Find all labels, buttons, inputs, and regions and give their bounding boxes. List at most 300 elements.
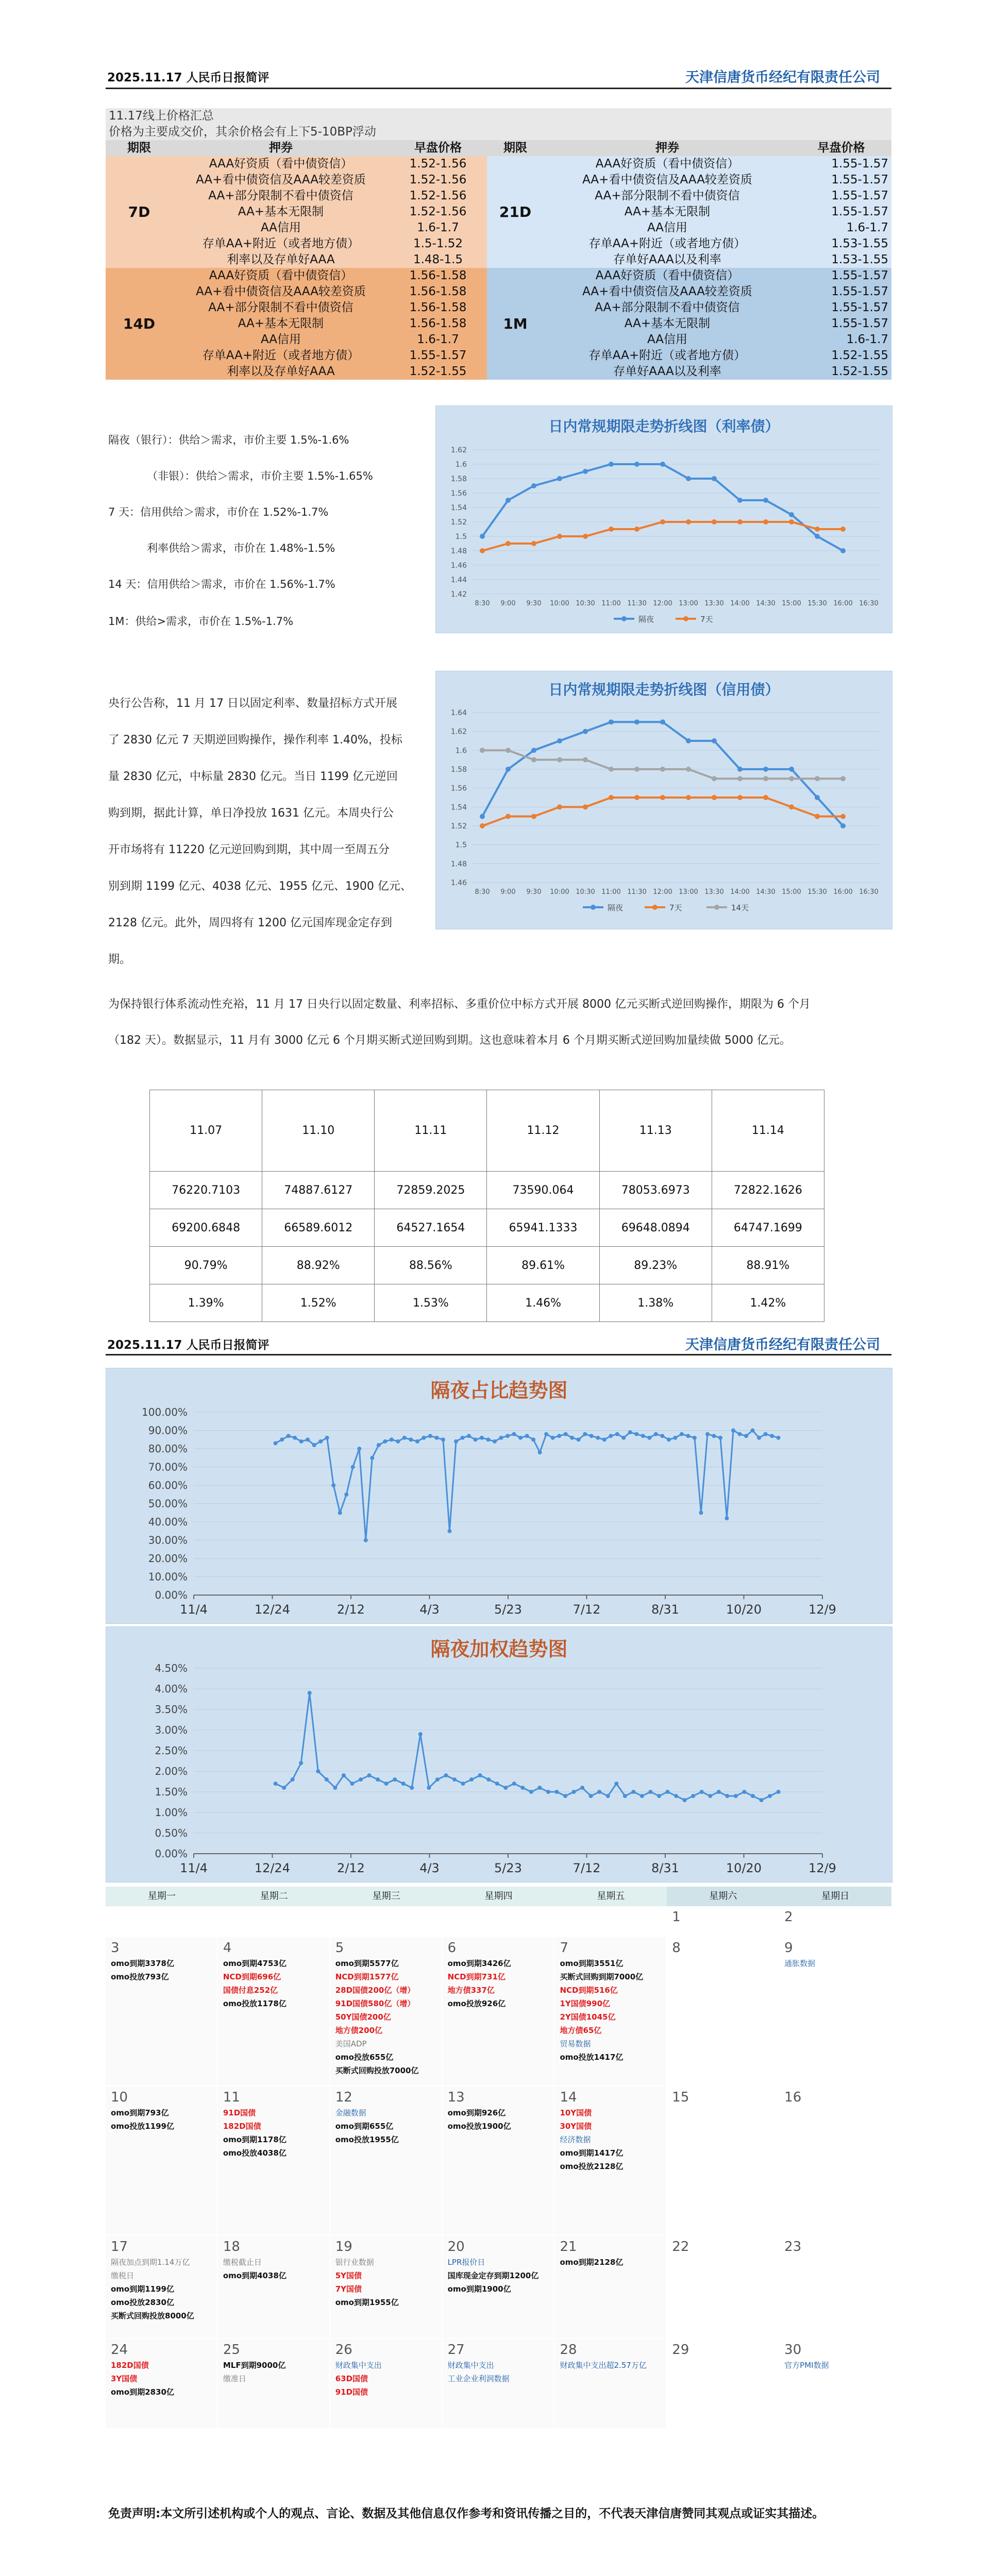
calendar-event: omo到期1900亿 [447, 2284, 511, 2294]
data-point [609, 795, 614, 800]
day-number: 18 [223, 2239, 240, 2255]
price: 1.53-1.55 [791, 252, 891, 268]
data-point [744, 1434, 748, 1438]
data-point [551, 1436, 555, 1440]
legend-marker [621, 616, 627, 621]
y-tick-label: 1.52 [450, 518, 467, 527]
data-point [660, 519, 665, 524]
calendar-event: 隔夜加点到期1.14万亿 [111, 2258, 190, 2267]
collateral: AAA好资质（看中债资信） [173, 156, 389, 172]
weekday-label: 星期日 [779, 1887, 891, 1906]
data-point [589, 1434, 594, 1438]
table-cell: 64747.1699 [712, 1209, 824, 1247]
calendar-day [330, 2339, 443, 2429]
calendar-event: omo到期5577亿 [335, 1959, 399, 1968]
table-cell: 1.39% [150, 1284, 262, 1322]
calendar-event: 经济数据 [560, 2135, 591, 2144]
collateral: 利率以及存单好AAA [173, 252, 389, 268]
y-tick-label: 4.00% [155, 1683, 188, 1695]
calendar-event: omo到期793亿 [111, 2108, 169, 2117]
x-tick-label: 7/12 [572, 1861, 601, 1875]
calendar-event: 财政集中支出 [335, 2361, 382, 2370]
data-point [563, 1794, 567, 1798]
y-tick-label: 1.00% [155, 1806, 188, 1819]
weekday-label: 星期二 [218, 1887, 330, 1906]
legend-label: 隔夜 [608, 903, 624, 912]
legend-marker [652, 905, 658, 910]
data-point [815, 776, 820, 781]
data-point [572, 1790, 576, 1794]
data-point [725, 1794, 729, 1798]
calendar-event: 地方债337亿 [447, 1986, 495, 1995]
x-tick-label: 8/31 [651, 1602, 679, 1617]
series-line [482, 798, 843, 826]
day-number: 9 [784, 1940, 793, 1956]
col-period: 期限 [106, 140, 173, 156]
data-point [480, 548, 485, 553]
data-point [737, 498, 743, 503]
price: 1.6-1.7 [791, 332, 891, 348]
data-point [486, 1437, 491, 1442]
data-point [815, 795, 820, 800]
data-point [583, 469, 588, 474]
day-number: 22 [672, 2239, 689, 2255]
data-point [409, 1437, 413, 1442]
table-cell: 72859.2025 [375, 1172, 487, 1209]
calendar-day [779, 1937, 891, 2087]
calendar-day [218, 2087, 330, 2236]
table-cell: 69200.6848 [150, 1209, 262, 1247]
table-cell: 88.91% [712, 1247, 824, 1284]
calendar-event: 91D国债580亿（增） [335, 1999, 415, 2008]
series-line [482, 750, 843, 778]
calendar-event: 贸易数据 [560, 2039, 591, 2048]
day-number: 19 [335, 2239, 352, 2255]
table-row [150, 1172, 824, 1209]
table-cell: 64527.1654 [375, 1209, 487, 1247]
data-point [512, 1432, 516, 1436]
y-tick-label: 1.58 [450, 766, 467, 774]
data-point [691, 1794, 695, 1798]
x-tick-label: 4/3 [419, 1602, 440, 1617]
market-line: 1M：供给>需求，市价在 1.5%-1.7% [108, 615, 294, 628]
calendar-event: 缴税截止日 [223, 2258, 262, 2267]
calendar-event: 财政集中支出 [447, 2361, 494, 2370]
data-point [634, 527, 639, 532]
calendar-week [106, 2339, 891, 2429]
price-row [106, 268, 891, 284]
data-point [789, 512, 794, 517]
table-cell: 66589.6012 [262, 1209, 375, 1247]
data-point [525, 1434, 529, 1438]
period-label: 21D [487, 156, 544, 268]
x-tick-label: 15:00 [782, 600, 801, 607]
collateral: AA+基本无限制 [544, 316, 791, 332]
x-tick-label: 11:30 [627, 600, 647, 607]
data-point [401, 1782, 406, 1786]
calendar-day [667, 2087, 779, 2236]
x-tick-label: 5/23 [494, 1602, 522, 1617]
y-tick-label: 1.56 [450, 489, 467, 498]
data-point [537, 1786, 542, 1790]
y-tick-label: 2.00% [155, 1765, 188, 1777]
data-point [583, 534, 588, 539]
calendar-event: omo到期2128亿 [560, 2258, 624, 2267]
data-point [596, 1436, 600, 1440]
calendar-day [667, 2236, 779, 2339]
calendar-day [667, 1906, 779, 1937]
calendar-event: 买断式回购到期7000亿 [560, 1972, 644, 1981]
market-line: 隔夜（银行）：供给＞需求，市价主要 1.5%-1.6% [108, 434, 349, 446]
commentary-block [108, 685, 433, 978]
data-point [427, 1786, 431, 1790]
data-point [461, 1782, 465, 1786]
price: 1.55-1.57 [791, 156, 891, 172]
price: 1.55-1.57 [791, 268, 891, 284]
data-point [789, 776, 794, 781]
data-point [757, 1436, 761, 1440]
x-tick-label: 5/23 [494, 1861, 522, 1875]
price-table-note: 价格为主要成交价，其余价格会有上下5-10BP浮动 [106, 124, 891, 140]
price: 1.52-1.56 [389, 156, 487, 172]
y-tick-label: 1.58 [450, 475, 467, 483]
data-point [609, 527, 614, 532]
commentary-line: 别到期 1199 亿元、4038 亿元、1955 亿元、1900 亿元、 [108, 880, 412, 893]
period-label: 14D [106, 268, 173, 380]
calendar-event: 国库现金定存到期1200亿 [447, 2271, 539, 2280]
collateral: AA+看中债资信及AAA较差资质 [173, 172, 389, 188]
price: 1.56-1.58 [389, 268, 487, 284]
calendar-event: omo到期4753亿 [223, 1959, 287, 1968]
col-price: 早盘价格 [791, 140, 891, 156]
market-line: （非银）：供给＞需求，市价主要 1.5%-1.65% [147, 470, 373, 482]
chart-canvas [106, 1627, 892, 1882]
price: 1.55-1.57 [791, 188, 891, 204]
data-point [377, 1443, 381, 1447]
data-point [325, 1777, 329, 1782]
data-point [712, 519, 717, 524]
price: 1.55-1.57 [791, 316, 891, 332]
data-point [708, 1794, 712, 1798]
calendar-event: omo投放1178亿 [223, 1999, 287, 2008]
collateral: AA+看中债资信及AAA较差资质 [544, 172, 791, 188]
data-point [342, 1773, 346, 1777]
report-date-title: 2025.11.17 人民币日报简评 [107, 1338, 269, 1352]
data-point [634, 795, 639, 800]
date-header: 11.12 [487, 1090, 599, 1172]
x-tick-label: 16:00 [833, 888, 853, 896]
price-summary-table [106, 108, 891, 380]
data-point [506, 814, 511, 819]
day-number: 14 [560, 2090, 577, 2105]
calendar-event: omo到期926亿 [447, 2108, 506, 2117]
data-point [609, 719, 614, 724]
data-point [634, 1432, 638, 1436]
collateral: AA+部分限制不看中债资信 [173, 188, 389, 204]
day-number: 6 [447, 1940, 457, 1956]
y-tick-label: 1.48 [450, 860, 467, 869]
price: 1.6-1.7 [389, 332, 487, 348]
intraday-rate-bond-chart [435, 405, 892, 633]
series-line [482, 722, 843, 826]
y-tick-label: 1.50% [155, 1786, 188, 1798]
data-point [764, 1432, 768, 1436]
data-point [538, 1450, 542, 1454]
calendar-day [106, 1906, 218, 1937]
data-point [763, 776, 768, 781]
data-point [287, 1434, 291, 1438]
data-point [473, 1437, 477, 1442]
calendar-event: 5Y国债 [335, 2271, 362, 2280]
data-point [725, 1516, 729, 1520]
calendar-event: omo到期1417亿 [560, 2148, 624, 2158]
y-tick-label: 40.00% [148, 1516, 188, 1528]
y-tick-label: 1.48 [450, 547, 467, 555]
data-point [763, 767, 768, 772]
data-point [402, 1436, 407, 1440]
data-point [350, 1782, 354, 1786]
x-tick-label: 14:30 [756, 600, 776, 607]
data-point [641, 1434, 645, 1438]
calendar-event: 国债付息252亿 [223, 1986, 278, 1995]
calendar-event: omo投放1199亿 [111, 2122, 174, 2131]
data-point [280, 1437, 284, 1442]
data-point [499, 1436, 503, 1440]
data-point [415, 1439, 419, 1444]
data-point [467, 1434, 471, 1438]
data-point [840, 527, 846, 532]
legend-marker [714, 905, 719, 910]
calendar-event: omo到期1955亿 [335, 2298, 399, 2307]
calendar-day [106, 2339, 218, 2429]
data-point [447, 1529, 451, 1533]
x-tick-label: 10:30 [576, 888, 595, 896]
collateral: AA信用 [173, 220, 389, 236]
data-point [383, 1439, 387, 1444]
y-tick-label: 1.5 [455, 533, 467, 541]
data-point [660, 1434, 664, 1438]
data-point [357, 1447, 361, 1451]
calendar-day [779, 2087, 891, 2236]
commentary2 [108, 987, 891, 1059]
day-number: 29 [672, 2342, 689, 2358]
calendar-event: omo投放793亿 [111, 1972, 169, 1981]
data-point [742, 1790, 746, 1794]
calendar-day [554, 2339, 667, 2429]
calendar-event: omo投放655亿 [335, 2053, 394, 2062]
calendar-event: omo投放2830亿 [111, 2298, 174, 2307]
weekday-label: 星期一 [106, 1887, 218, 1906]
data-point [351, 1465, 355, 1469]
y-tick-label: 60.00% [148, 1479, 188, 1492]
day-number: 27 [447, 2342, 465, 2358]
data-point [647, 1436, 651, 1440]
price: 1.52-1.56 [389, 204, 487, 220]
table-cell: 74887.6127 [262, 1172, 375, 1209]
x-tick-label: 8:30 [475, 888, 490, 896]
calendar-event: 财政集中支出超2.57万亿 [560, 2361, 647, 2370]
data-point [531, 541, 536, 546]
data-point [623, 1794, 627, 1798]
data-point [422, 1436, 426, 1440]
data-point [554, 1790, 559, 1794]
overnight-weighted-chart [106, 1626, 892, 1883]
weekday-label: 星期六 [667, 1887, 779, 1906]
day-number: 28 [560, 2342, 577, 2358]
calendar-day [443, 2087, 555, 2236]
collateral: 利率以及存单好AAA [173, 364, 389, 380]
calendar-event: 3Y国债 [111, 2374, 138, 2383]
data-point [737, 795, 743, 800]
market-line: 7 天：信用供给＞需求，市价在 1.52%-1.7% [108, 506, 329, 518]
data-point [699, 1511, 703, 1515]
x-tick-label: 11/4 [180, 1861, 208, 1875]
x-tick-label: 11:00 [601, 600, 621, 607]
calendar-day [554, 2087, 667, 2236]
data-point [712, 476, 717, 481]
commentary-line: 央行公告称，11 月 17 日以固定利率、数量招标方式开展 [108, 697, 397, 710]
data-point [840, 814, 846, 819]
data-point [435, 1777, 440, 1782]
commentary-line: 开市场将有 11220 亿元逆回购到期，其中周一至周五分 [108, 843, 390, 856]
x-tick-label: 13:00 [679, 600, 698, 607]
data-point [763, 795, 768, 800]
market-line: 利率供给＞需求，市价在 1.48%-1.5% [147, 542, 335, 554]
data-point [583, 804, 588, 809]
company-name: 天津信唐货币经纪有限责任公司 [685, 70, 880, 86]
calendar-event: 买断式回购投放8000亿 [111, 2311, 194, 2320]
data-point [693, 1436, 697, 1440]
data-point [557, 804, 562, 809]
data-point [506, 748, 511, 753]
data-point [312, 1443, 316, 1447]
price: 1.5-1.52 [389, 236, 487, 252]
data-point [683, 1798, 687, 1802]
calendar-event: 91D国债 [223, 2108, 256, 2117]
price: 1.55-1.57 [791, 284, 891, 300]
x-tick-label: 15:30 [807, 888, 827, 896]
date-header: 11.14 [712, 1090, 824, 1172]
data-point [531, 814, 536, 819]
x-tick-label: 9:30 [526, 888, 542, 896]
calendar-event: 182D国债 [111, 2361, 149, 2370]
day-number: 7 [560, 1940, 568, 1956]
y-tick-label: 1.44 [450, 576, 467, 584]
x-tick-label: 8:30 [475, 600, 490, 607]
y-tick-label: 50.00% [148, 1497, 188, 1510]
day-number: 24 [111, 2342, 128, 2358]
price: 1.55-1.57 [791, 172, 891, 188]
y-tick-label: 1.46 [450, 879, 467, 887]
data-point [546, 1790, 550, 1794]
x-tick-label: 2/12 [337, 1602, 365, 1617]
data-point [557, 476, 562, 481]
calendar-day [330, 1937, 443, 2087]
x-tick-label: 9:00 [500, 888, 516, 896]
calendar-day [554, 1937, 667, 2087]
data-point [410, 1786, 414, 1790]
y-tick-label: 1.56 [450, 784, 467, 793]
commentary-line: 购到期，据此计算，单日净投放 1631 亿元。本周央行公 [108, 807, 394, 820]
col-collateral: 押券 [544, 140, 791, 156]
data-point [597, 1790, 601, 1794]
data-point [480, 534, 485, 539]
calendar-day [218, 1906, 330, 1937]
price: 1.56-1.58 [389, 316, 487, 332]
data-point [680, 1432, 684, 1436]
calendar-event: 10Y国债 [560, 2108, 592, 2117]
day-number: 23 [784, 2239, 802, 2255]
calendar-event: NCD到期731亿 [447, 1972, 506, 1981]
data-point [370, 1456, 374, 1460]
calendar-event: 50Y国债200亿 [335, 2012, 391, 2022]
calendar-event: omo到期3378亿 [111, 1959, 174, 1968]
period-label: 1M [487, 268, 544, 380]
data-point [564, 1432, 568, 1436]
x-tick-label: 10/20 [726, 1861, 762, 1875]
calendar-event: 63D国债 [335, 2374, 368, 2383]
data-point [673, 1436, 677, 1440]
data-point [325, 1436, 329, 1440]
calendar-event: 7Y国债 [335, 2284, 362, 2294]
day-number: 1 [672, 1909, 681, 1925]
table-cell: 72822.1626 [712, 1172, 824, 1209]
x-tick-label: 11:00 [601, 888, 621, 896]
collateral: AAA好资质（看中债资信） [544, 268, 791, 284]
data-point [367, 1773, 372, 1777]
data-point [338, 1511, 342, 1515]
collateral: AA+部分限制不看中债资信 [544, 188, 791, 204]
chart-title: 隔夜加权趋势图 [430, 1638, 568, 1660]
table-cell: 90.79% [150, 1247, 262, 1284]
data-point [544, 1432, 548, 1436]
data-point [396, 1439, 400, 1444]
data-point [712, 776, 717, 781]
calendar-event: 工业企业利润数据 [447, 2374, 510, 2383]
price: 1.48-1.5 [389, 252, 487, 268]
data-point [444, 1773, 448, 1777]
data-point [686, 476, 691, 481]
collateral: AA+看中债资信及AAA较差资质 [173, 284, 389, 300]
data-point [418, 1732, 423, 1736]
y-tick-label: 90.00% [148, 1424, 188, 1437]
calendar-event: 1Y国债990亿 [560, 1999, 611, 2008]
y-tick-label: 4.50% [155, 1662, 188, 1674]
x-tick-label: 2/12 [337, 1861, 365, 1875]
y-tick-label: 70.00% [148, 1461, 188, 1473]
calendar-day [330, 2087, 443, 2236]
calendar-event: 2Y国债1045亿 [560, 2012, 616, 2022]
day-number: 11 [223, 2090, 240, 2105]
chart-canvas [436, 406, 892, 633]
data-point [751, 1429, 755, 1433]
data-point [376, 1777, 380, 1782]
header-rule [106, 1354, 891, 1355]
calendar-event: omo投放1417亿 [560, 2053, 624, 2062]
data-point [768, 1794, 772, 1798]
data-point [621, 1436, 626, 1440]
calendar-day [779, 2339, 891, 2429]
price-row [106, 156, 891, 172]
data-point [480, 748, 485, 753]
collateral: 存单好AAA以及利率 [544, 364, 791, 380]
calendar-week [106, 2087, 891, 2236]
calendar-event: omo到期1199亿 [111, 2284, 174, 2294]
x-tick-label: 11/4 [180, 1602, 208, 1617]
data-point [333, 1786, 337, 1790]
data-point [840, 823, 846, 828]
x-tick-label: 10:00 [550, 888, 569, 896]
